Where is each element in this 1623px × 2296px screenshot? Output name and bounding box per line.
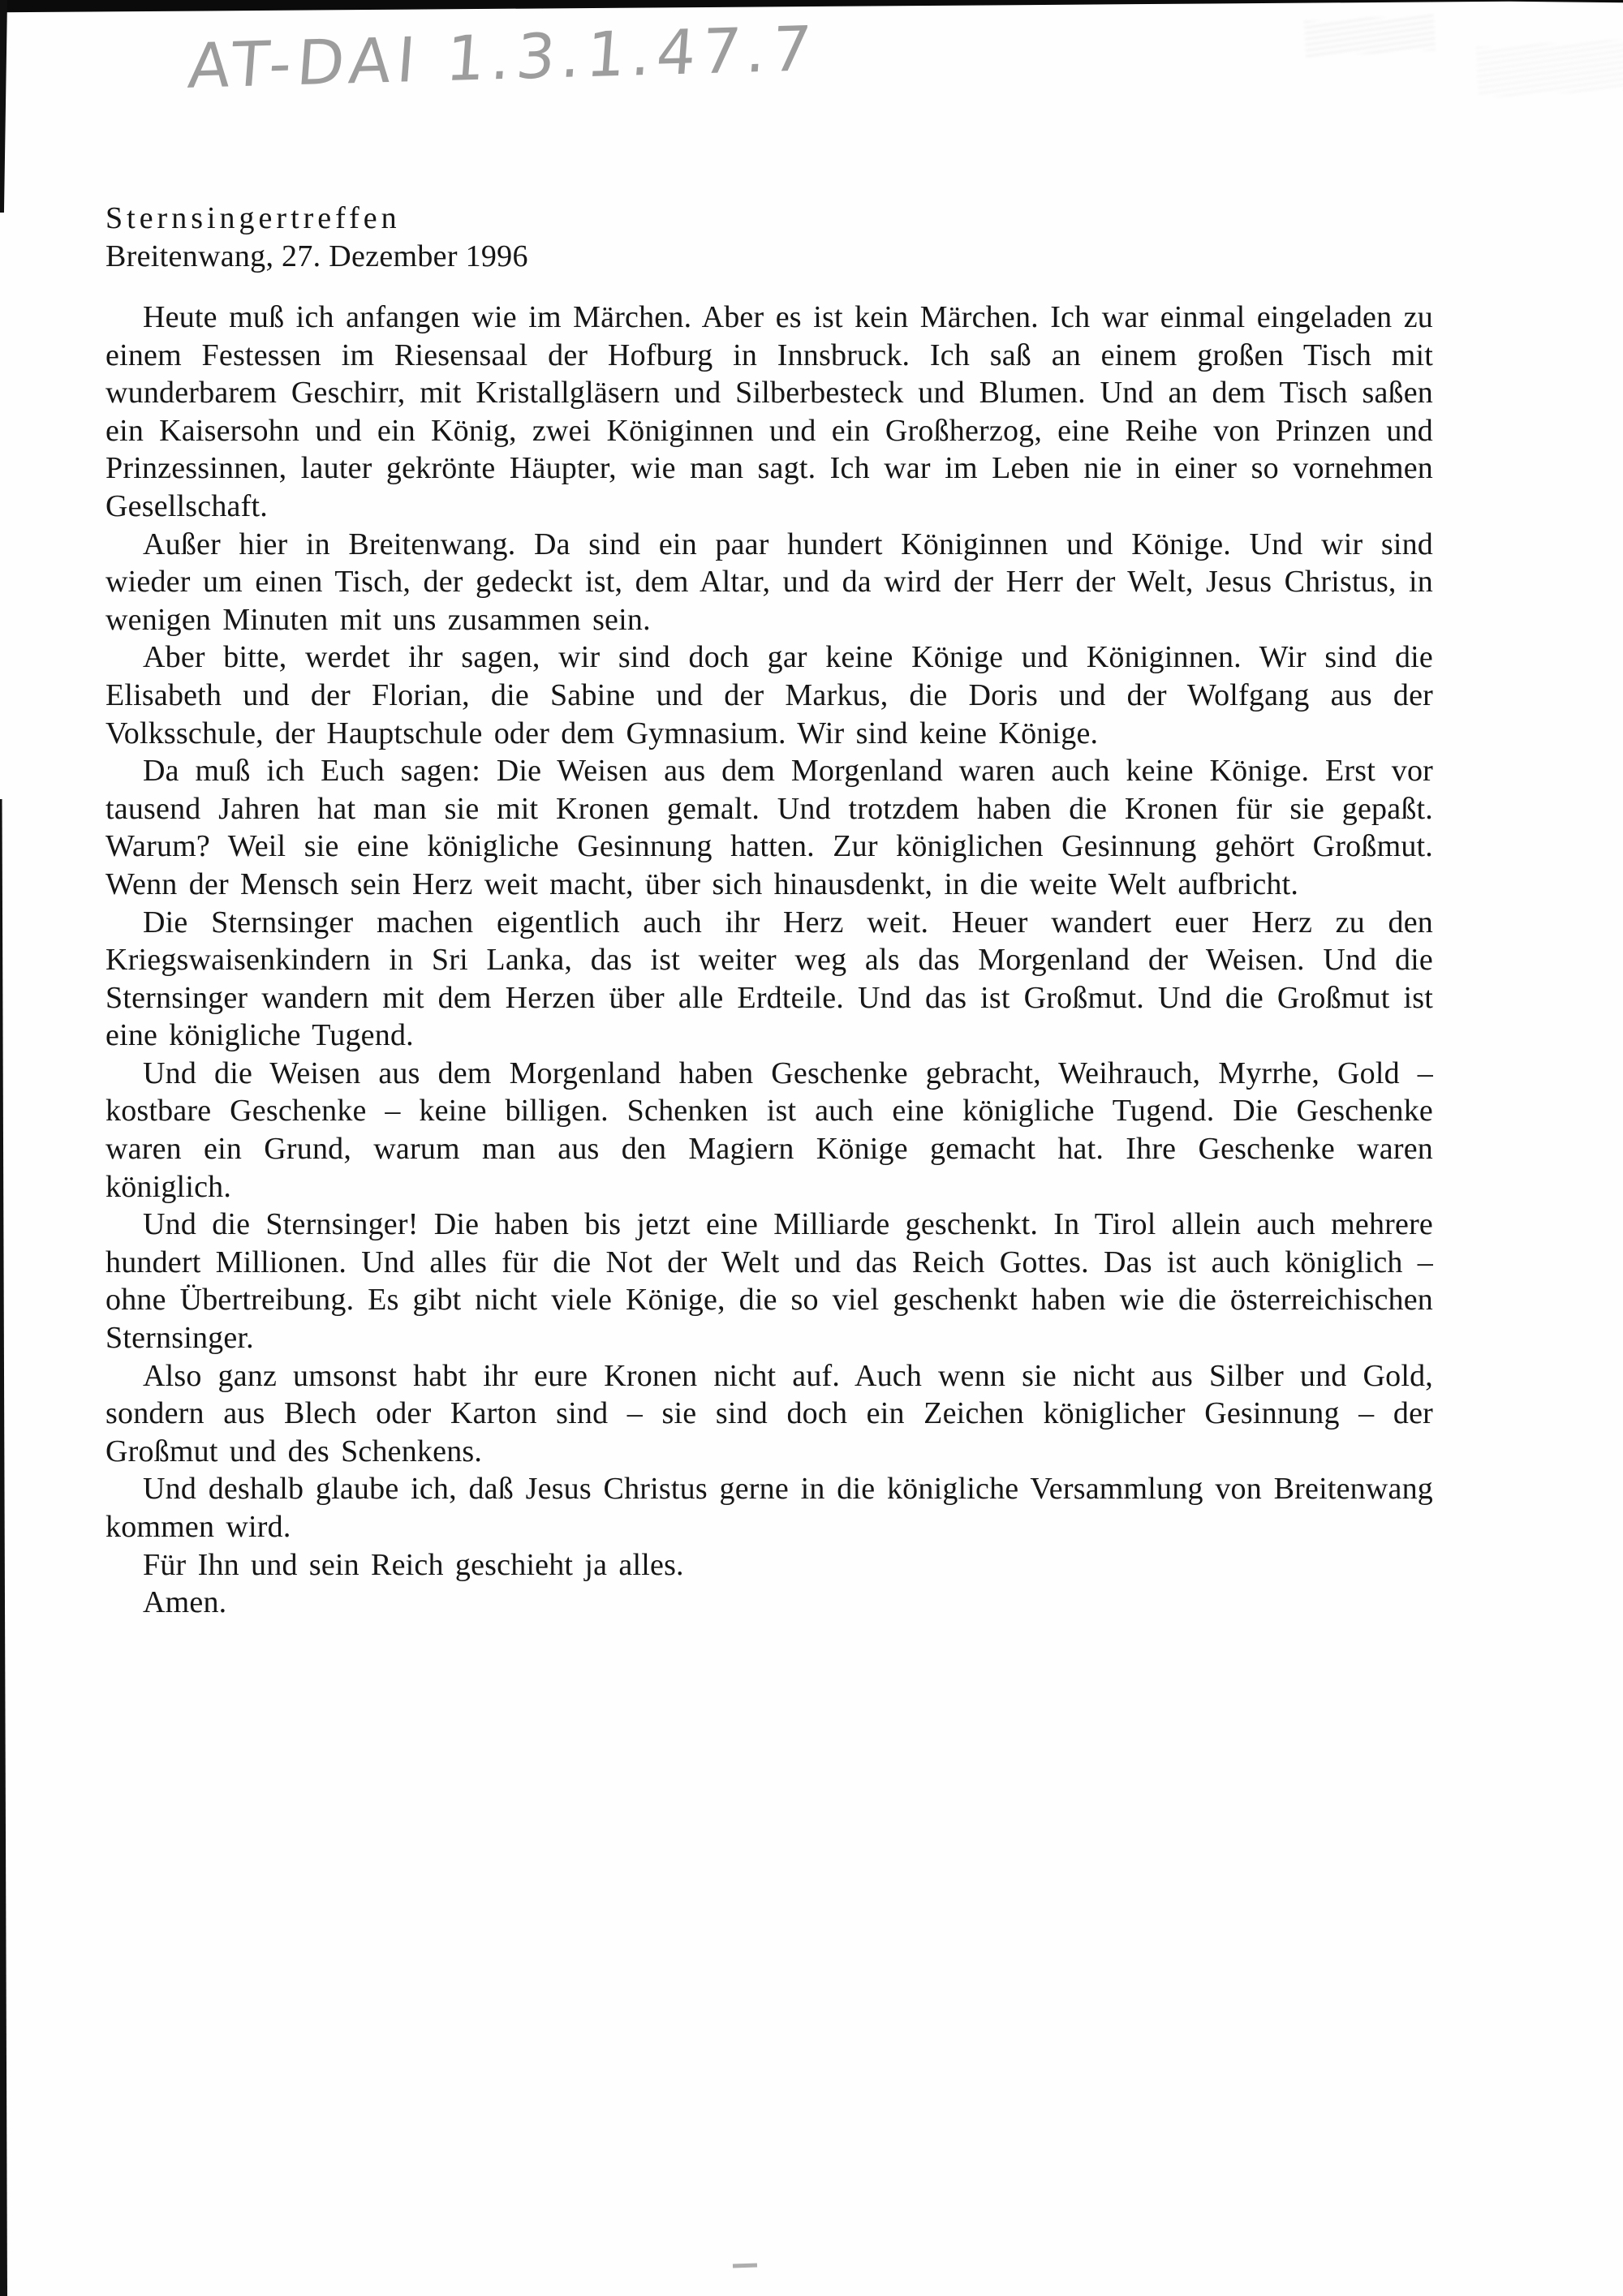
paragraph-3: Aber bitte, werdet ihr sagen, wir sind doch gar keine Könige und Königinnen. Wir sind die Elisabeth und der Florian, die Sabine und der Markus, die Doris und der Wolfgang aus der Volksschule, der Hauptschule oder dem Gymnasium. Wir sind keine Könige. [105, 640, 1433, 750]
paragraph-1: Heute muß ich anfangen wie im Märchen. Aber es ist kein Märchen. Ich war einmal eingeladen zu einem Festessen im Riesensaal der Hofburg in Innsbruck. Ich saß an einem großen Tisch mit wunderbarem Geschirr, mit Kristallgläsern und Silberbesteck und Blumen. Und an dem Tisch saßen ein Kaisersohn und ein König, zwei Königinnen und ein Großherzog, eine Reihe von Prinzen und Prinzessinnen, lauter gekrönte Häupter, wie man sagt. Ich war im Leben nie in einer so vornehmen Gesellschaft. [105, 300, 1433, 523]
paragraph-10: Für Ihn und sein Reich geschieht ja alles. [143, 1547, 684, 1582]
document-body [105, 299, 1433, 1622]
document-dateline: Breitenwang, 27. Dezember 1996 [105, 239, 528, 273]
paragraph-6: Und die Weisen aus dem Morgenland haben Geschenke gebracht, Weihrauch, Myrrhe, Gold – kostbare Geschenke – keine billigen. Schenken ist auch eine königliche Tugend. Die Geschenke waren ein Grund, warum man aus den Magiern Könige gemacht hat. Ihre Geschenke waren königlich. [105, 1056, 1433, 1204]
scan-edge-left-top [0, 0, 7, 213]
paragraph-2: Außer hier in Breitenwang. Da sind ein paar hundert Königinnen und Könige. Und wir sind wieder um einen Tisch, der gedeckt ist, dem Altar, und da wird der Herr der Welt, Jesus Christus, in wenigen Minuten mit uns zusammen sein. [105, 527, 1433, 637]
pencil-smudge [1304, 15, 1436, 57]
handwritten-archive-code: AT-DAI 1.3.1.47.7 [185, 12, 820, 102]
scan-mark-bottom [733, 2263, 757, 2268]
paragraph-5: Die Sternsinger machen eigentlich auch ihr Herz weit. Heuer wandert euer Herz zu den Kriegswaisenkindern in Sri Lanka, das ist weiter weg als das Morgenland der Weisen. Und die Sternsinger wandern mit dem Herzen über alle Erdteile. Und das ist Großmut. Und die Großmut ist eine königliche Tugend. [105, 905, 1433, 1053]
paragraph-8: Also ganz umsonst habt ihr eure Kronen nicht auf. Auch wenn sie nicht aus Silber und Gold, sondern aus Blech oder Karton sind – sie sind doch ein Zeichen königlicher Gesinnung – der Großmut und des Schenkens. [105, 1358, 1433, 1468]
document-title: Sternsingertreffen [105, 201, 401, 235]
paragraph-4: Da muß ich Euch sagen: Die Weisen aus dem Morgenland waren auch keine Könige. Erst vor tausend Jahren hat man sie mit Kronen gemalt. Und trotzdem haben die Kronen für sie gepaßt. Warum? Weil sie eine königliche Gesinnung hatten. Zur königlichen Gesinnung gehört Großmut. Wenn der Mensch sein Herz weit macht, über sich hinausdenkt, in die weite Welt aufbricht. [105, 754, 1433, 901]
document-header [105, 200, 528, 276]
pencil-smudge [1476, 37, 1623, 97]
paragraph-11: Amen. [143, 1585, 227, 1620]
paragraph-9: Und deshalb glaube ich, daß Jesus Christus gerne in die königliche Versammlung von Breitenwang kommen wird. [105, 1472, 1433, 1544]
scan-edge-left-bottom [0, 799, 7, 2296]
paragraph-7: Und die Sternsinger! Die haben bis jetzt eine Milliarde geschenkt. In Tirol allein auch mehrere hundert Millionen. Und alles für die Not der Welt und das Reich Gottes. Das ist auch königlich – ohne Übertreibung. Es gibt nicht viele Könige, die so viel geschenkt haben wie die österreichischen Sternsinger. [105, 1207, 1433, 1356]
